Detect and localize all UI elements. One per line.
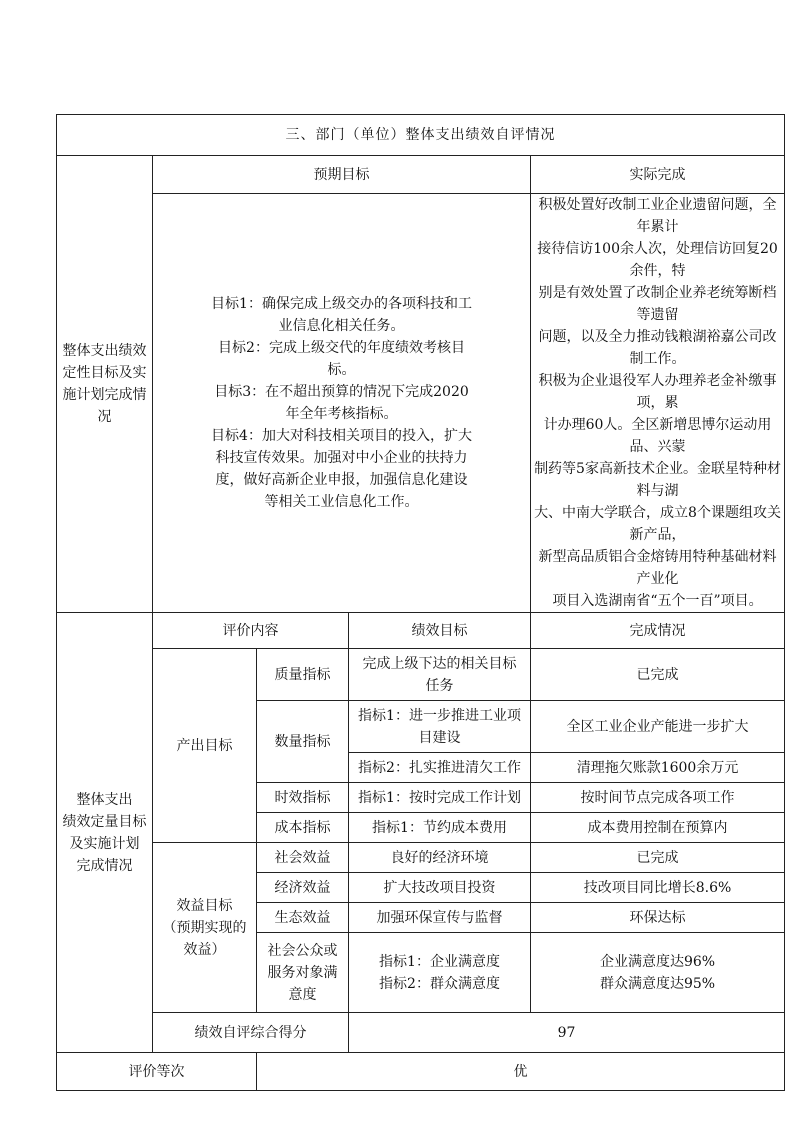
quality-target-line: 任务	[425, 677, 454, 694]
ecological-benefit-label: 生态效益	[257, 903, 349, 933]
actual-completion-header: 实际完成	[531, 156, 785, 194]
ecological-benefit-status: 环保达标	[531, 903, 785, 933]
actual-line: 积极为企业退役军人办理养老金补缴事项，累	[538, 373, 777, 411]
quantitative-label-line: 整体支出	[76, 791, 133, 808]
table-title: 三、部门（单位）整体支出绩效自评情况	[57, 115, 785, 156]
social-benefit-target: 良好的经济环境	[349, 843, 531, 873]
cost-target: 指标1：节约成本费用	[349, 813, 531, 843]
actual-line: 项目入选湖南省“五个一百”项目。	[552, 593, 763, 609]
quantitative-label-line: 完成情况	[76, 857, 133, 874]
quantitative-label-line: 及实施计划	[69, 835, 140, 852]
time-status: 按时间节点完成各项工作	[531, 783, 785, 813]
satisfaction-status-line: 群众满意度达95%	[599, 975, 716, 992]
qualitative-label-line: 整体支出绩效	[62, 343, 147, 359]
evaluation-grade-label: 评价等次	[57, 1053, 257, 1091]
quality-target-line: 完成上级下达的相关目标	[362, 655, 517, 672]
cost-status: 成本费用控制在预算内	[531, 813, 785, 843]
output-target-label: 产出目标	[153, 649, 257, 843]
economic-benefit-target: 扩大技改项目投资	[349, 873, 531, 903]
quantitative-label	[57, 613, 153, 1053]
actual-line: 问题，以及全力推动钱粮湖裕嘉公司改制工作。	[538, 329, 777, 367]
qualitative-label	[57, 156, 153, 613]
actual-line: 别是有效处置了改制企业养老统筹断档等遗留	[538, 285, 777, 323]
quality-indicator-label: 质量指标	[257, 649, 349, 701]
benefit-target-label	[153, 843, 257, 1013]
ecological-benefit-target: 加强环保宣传与监督	[349, 903, 531, 933]
quantity-indicator-label: 数量指标	[257, 701, 349, 783]
expected-line: 年全年考核指标。	[285, 406, 398, 422]
expected-line: 目标2：完成上级交代的年度绩效考核目	[218, 340, 465, 356]
actual-line: 新型高品质铝合金熔铸用特种基础材料产业化	[538, 549, 777, 587]
satisfaction-status	[531, 933, 785, 1013]
quality-target	[349, 649, 531, 701]
overall-score-label: 绩效自评综合得分	[153, 1013, 349, 1053]
expected-line: 科技宣传效果。加强对中小企业的扶持力	[215, 450, 468, 466]
satisfaction-label-line: 服务对象满	[267, 964, 338, 981]
quantity-target-1	[349, 701, 531, 753]
social-benefit-status: 已完成	[531, 843, 785, 873]
evaluation-content-header: 评价内容	[153, 613, 349, 649]
satisfaction-target-line: 指标2：群众满意度	[379, 975, 500, 992]
quantity-target-1-line: 目建设	[418, 729, 461, 746]
benefit-label-line: 效益目标	[176, 897, 233, 914]
expected-target-header: 预期目标	[153, 156, 531, 194]
economic-benefit-status: 技改项目同比增长8.6%	[531, 873, 785, 903]
quantity-target-2: 指标2：扎实推进清欠工作	[349, 753, 531, 783]
expected-line: 目标3：在不超出预算的情况下完成2020	[214, 384, 469, 400]
qualitative-label-line: 施计划完成情	[62, 387, 147, 403]
quantity-status-2: 清理拖欠账款1600余万元	[531, 753, 785, 783]
evaluation-grade-value: 优	[257, 1053, 785, 1091]
economic-benefit-label: 经济效益	[257, 873, 349, 903]
quality-status: 已完成	[531, 649, 785, 701]
satisfaction-status-line: 企业满意度达96%	[599, 953, 716, 970]
overall-score-value: 97	[349, 1013, 785, 1053]
performance-self-evaluation-table	[56, 114, 785, 1091]
expected-target-text	[153, 194, 531, 613]
actual-line: 接待信访100余人次，处理信访回复20余件，特	[537, 241, 778, 279]
quantity-status-1: 全区工业企业产能进一步扩大	[531, 701, 785, 753]
benefit-label-line: （预期实现的	[162, 919, 247, 936]
actual-line: 大、中南大学联合，成立8个课题组攻关新产品，	[534, 505, 781, 543]
time-target: 指标1：按时完成工作计划	[349, 783, 531, 813]
completion-status-header: 完成情况	[531, 613, 785, 649]
expected-line: 度，做好高新企业申报，加强信息化建设	[215, 472, 468, 488]
social-benefit-label: 社会效益	[257, 843, 349, 873]
satisfaction-label-line: 社会公众或	[267, 942, 338, 959]
quantity-target-1-line: 指标1：进一步推进工业项	[358, 707, 521, 724]
expected-line: 目标1：确保完成上级交办的各项科技和工	[211, 296, 472, 312]
time-indicator-label: 时效指标	[257, 783, 349, 813]
satisfaction-target	[349, 933, 531, 1013]
quantitative-label-line: 绩效定量目标	[62, 813, 147, 830]
benefit-label-line: 效益）	[183, 941, 226, 958]
cost-indicator-label: 成本指标	[257, 813, 349, 843]
expected-line: 业信息化相关任务。	[278, 318, 405, 334]
actual-completion-text	[531, 194, 785, 613]
actual-line: 积极处置好改制工业企业遗留问题，全年累计	[538, 197, 777, 235]
actual-line: 制药等5家高新技术企业。金联星特种材料与湖	[534, 461, 781, 499]
actual-line: 计办理60人。全区新增思博尔运动用品、兴蒙	[543, 417, 772, 455]
satisfaction-label	[257, 933, 349, 1013]
satisfaction-target-line: 指标1：企业满意度	[379, 953, 500, 970]
expected-line: 等相关工业信息化工作。	[264, 494, 419, 510]
expected-line: 标。	[327, 362, 356, 378]
qualitative-label-line: 定性目标及实	[62, 365, 147, 381]
performance-target-header: 绩效目标	[349, 613, 531, 649]
qualitative-label-line: 况	[97, 409, 112, 425]
expected-line: 目标4：加大对科技相关项目的投入，扩大	[211, 428, 472, 444]
satisfaction-label-line: 意度	[288, 986, 317, 1003]
